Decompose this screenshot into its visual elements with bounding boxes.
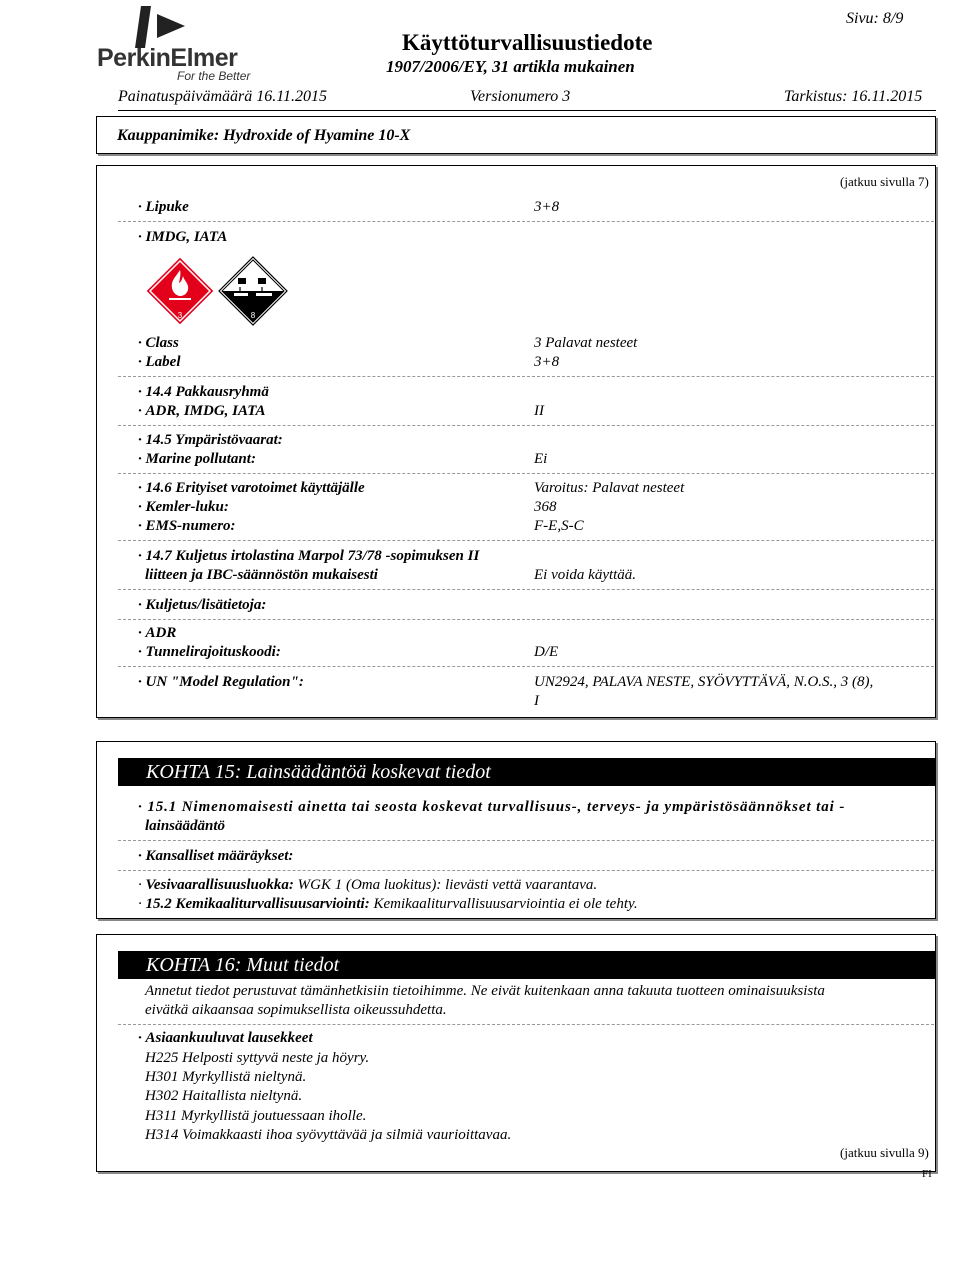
row-label: · Label: [138, 354, 181, 371]
divider: [118, 221, 934, 222]
doc-subtitle: 1907/2006/EY, 31 artikla mukainen: [386, 57, 635, 76]
flammable-liquid-diamond-icon: [145, 256, 215, 326]
row-value: 3+8: [534, 199, 560, 215]
print-date: Painatuspäivämäärä 16.11.2015: [118, 88, 328, 105]
row-value: Ei voida käyttää.: [534, 567, 637, 583]
trade-name-box: [96, 116, 936, 154]
doc-title: Käyttöturvallisuustiedote: [402, 30, 653, 55]
continued-to: (jatkuu sivulla 9): [840, 1145, 929, 1160]
trade-name: Kauppanimike: Hydroxide of Hyamine 10-X: [117, 127, 411, 144]
language-code: FI: [922, 1168, 932, 1180]
disclaimer-line-2: eivätkä aikaansaa sopimuksellista oikeussuhdetta.: [145, 1002, 447, 1018]
national-regulations: · Kansalliset määräykset:: [138, 848, 293, 865]
h-phrase: H301 Myrkyllistä nieltynä.: [145, 1069, 307, 1085]
water-hazard-value: WGK 1 (Oma luokitus): lievästi vettä vaarantava.: [297, 877, 598, 893]
row-label: · EMS-numero:: [138, 518, 236, 535]
row-value: 3+8: [534, 354, 560, 370]
corrosive-diamond-icon: [218, 256, 288, 326]
row-label: · ADR, IMDG, IATA: [138, 403, 266, 420]
row-label: · IMDG, IATA: [138, 229, 227, 246]
phrases-title: · Asiaankuuluvat lausekkeet: [138, 1030, 313, 1047]
row-label: · Tunnelirajoituskoodi:: [138, 644, 281, 661]
divider: [118, 376, 934, 377]
section-15-1-title-cont: lainsäädäntö: [145, 818, 226, 834]
row-label: · 14.5 Ympäristövaarat:: [138, 432, 283, 449]
row-value: II: [534, 403, 544, 419]
row-label: · Class: [138, 335, 179, 352]
divider: [118, 589, 934, 590]
row-label: · Kemler-luku:: [138, 499, 229, 516]
h-phrase: H302 Haitallista nieltynä.: [145, 1088, 303, 1104]
pictogram-number: 3: [177, 311, 183, 320]
water-hazard-row: [138, 877, 597, 894]
row-label: · 14.7 Kuljetus irtolastina Marpol 73/78 -sopimuksen II: [138, 548, 479, 565]
row-label: · 14.6 Erityiset varotoimet käyttäjälle: [138, 480, 365, 497]
row-value: Varoitus: Palavat nesteet: [534, 480, 685, 496]
divider: [118, 1024, 934, 1025]
csa-value: Kemikaaliturvallisuusarviointia ei ole tehty.: [373, 896, 638, 912]
logo-name: PerkinElmer: [97, 44, 238, 72]
logo-tagline: For the Better: [177, 69, 251, 83]
section-15-heading: KOHTA 15: Lainsäädäntöä koskevat tiedot: [118, 758, 936, 786]
h-phrase: H225 Helposti syttyvä neste ja höyry.: [145, 1050, 370, 1066]
disclaimer-line-1: Annetut tiedot perustuvat tämänhetkisiin tietoihimme. Ne eivät kuitenkaan anna takuuta tuotteen ominaisuuksista: [145, 983, 825, 999]
csa-row: [138, 896, 638, 913]
continued-from: (jatkuu sivulla 7): [840, 174, 929, 189]
h-phrase: H311 Myrkyllistä joutuessaan iholle.: [145, 1108, 367, 1124]
divider: [118, 540, 934, 541]
revision-date: Tarkistus: 16.11.2015: [784, 88, 923, 105]
divider: [118, 840, 934, 841]
h-phrase: H314 Voimakkaasti ihoa syövyttävää ja silmiä vaurioittavaa.: [145, 1127, 512, 1143]
perkinelmer-logo-icon: [133, 4, 193, 48]
row-label: · 14.4 Pakkausryhmä: [138, 384, 269, 401]
version-number: Versionumero 3: [470, 88, 571, 105]
divider: [118, 425, 934, 426]
row-value: D/E: [534, 644, 559, 660]
header-rule: [118, 110, 936, 111]
row-value: 368: [534, 499, 557, 515]
row-label: · ADR: [138, 625, 176, 642]
row-label: · Kuljetus/lisätietoja:: [138, 597, 266, 614]
row-value: F-E,S-C: [534, 518, 584, 534]
row-value: UN2924, PALAVA NESTE, SYÖVYTTÄVÄ, N.O.S., 3 (8),: [534, 674, 874, 690]
pictogram-number: 8: [250, 311, 256, 320]
section-16-heading: KOHTA 16: Muut tiedot: [118, 951, 936, 979]
row-value: I: [534, 693, 539, 709]
csa-label: 15.2 Kemikaaliturvallisuusarviointi:: [145, 896, 370, 912]
row-label: liitteen ja IBC-säännöstön mukaisesti: [145, 567, 378, 583]
section-15-1-title: · 15.1 Nimenomaisesti ainetta tai seosta koskevat turvallisuus-, terveys- ja ympäristösäännökset tai -: [138, 799, 845, 816]
row-value: Ei: [534, 451, 548, 467]
row-label: · Marine pollutant:: [138, 451, 256, 468]
divider: [118, 870, 934, 871]
row-label: · UN "Model Regulation":: [138, 674, 304, 691]
page-number: Sivu: 8/9: [846, 10, 904, 27]
water-hazard-label: Vesivaarallisuusluokka:: [145, 877, 294, 893]
row-value: 3 Palavat nesteet: [534, 335, 638, 351]
divider: [118, 619, 934, 620]
divider: [118, 473, 934, 474]
row-label: · Lipuke: [138, 199, 189, 216]
divider: [118, 666, 934, 667]
